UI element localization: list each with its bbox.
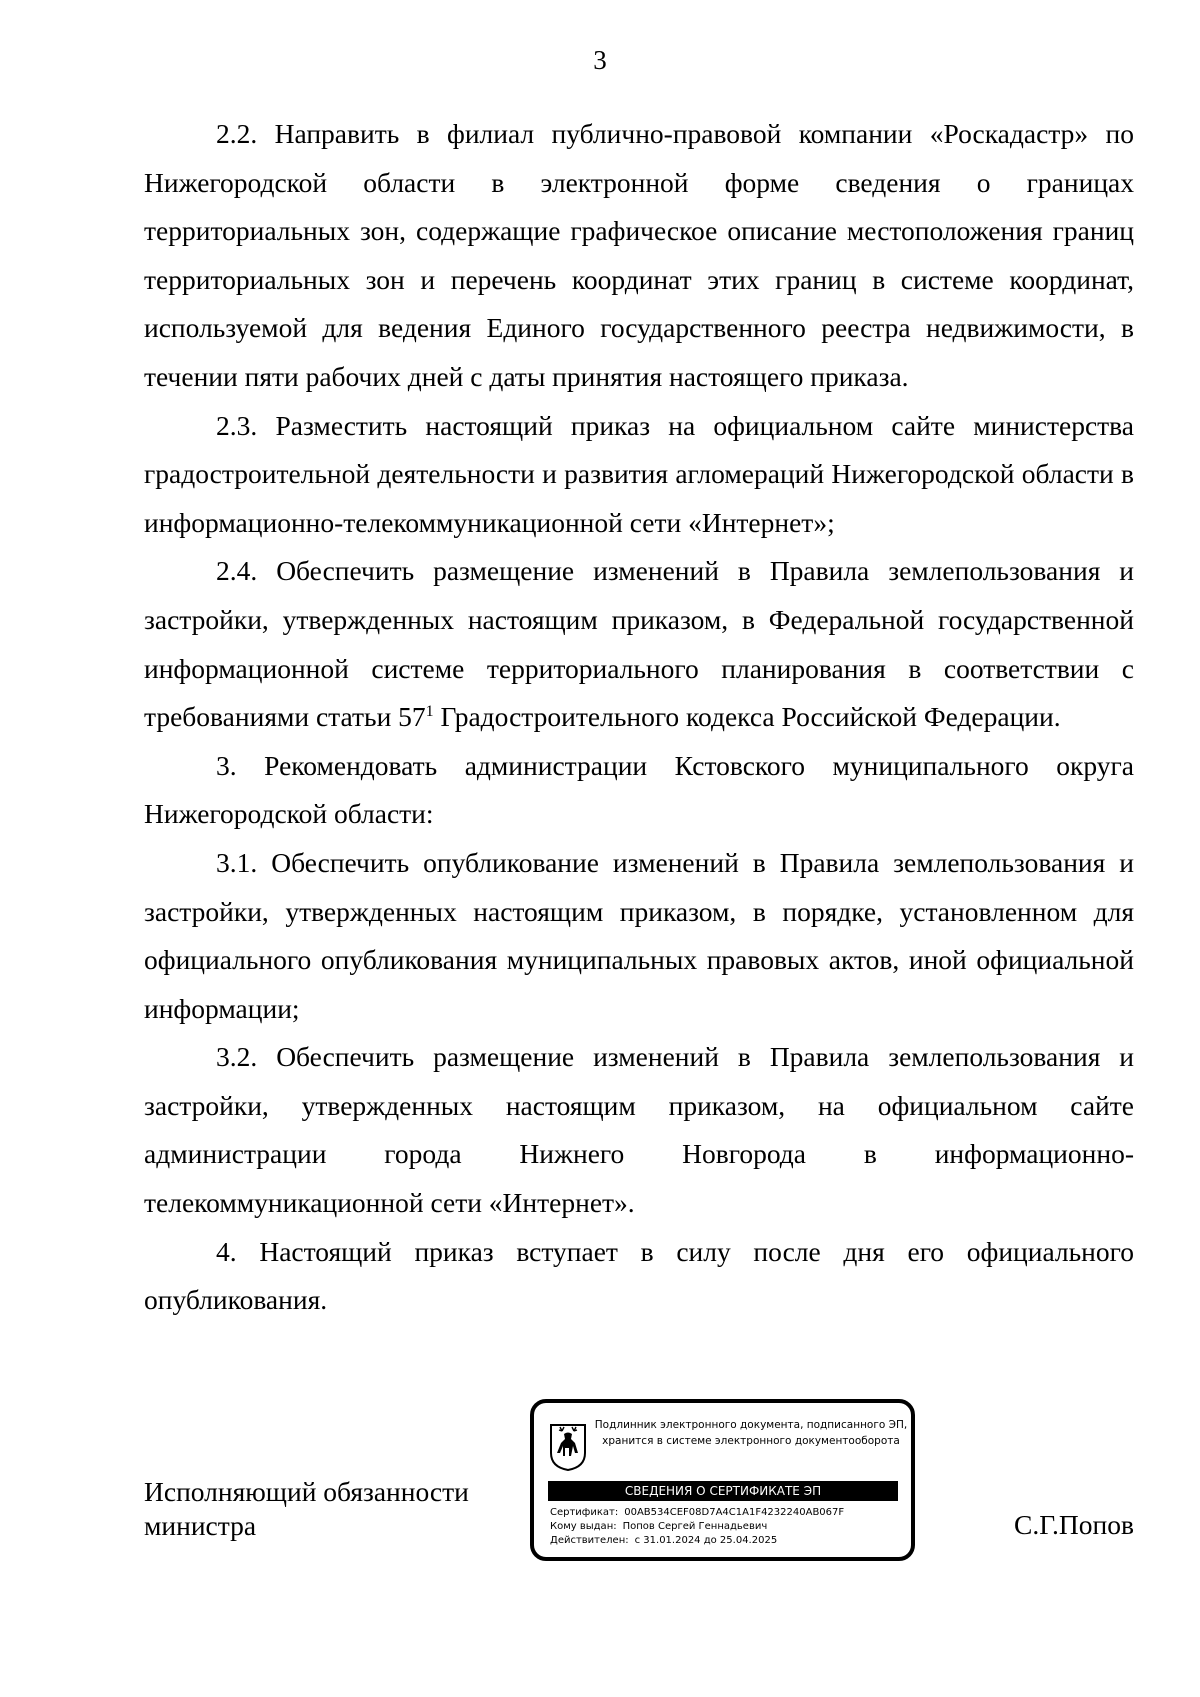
ep-valid-value: с 31.01.2024 до 25.04.2025 <box>634 1535 778 1546</box>
paragraph-4: 4. Настоящий приказ вступает в силу после дня его официального опубликования. <box>144 1235 1134 1316</box>
paragraph-3-2: 3.2. Обеспечить размещение изменений в Правила землепользования и застройки, утвержденных настоящим приказом, на официальном сайте администрации города Нижнего Новгорода в информационно-телекоммуникационной сети «Интернет». <box>144 1041 1134 1219</box>
signer-name: С.Г.Попов <box>1014 1509 1134 1540</box>
ep-certificate-header: СВЕДЕНИЯ О СЕРТИФИКАТЕ ЭП <box>548 1481 898 1501</box>
paragraph-2-4-text: 2.4. Обеспечить размещение изменений в Правила землепользования и застройки, утвержденных настоящим приказом, в Федеральной государственной информационной системе территориального планирования в соответствии с требованиями статьи 57 <box>144 555 1134 733</box>
electronic-signature-stamp <box>530 1399 915 1561</box>
ep-issued-to-value: Попов Сергей Геннадьевич <box>622 1521 768 1532</box>
ep-certificate-value: 00AB534CEF08D7A4C1A1F4232240AB067F <box>624 1507 845 1518</box>
paragraph-2-3: 2.3. Разместить настоящий приказ на официальном сайте министерства градостроительной деятельности и развития агломераций Нижегородской области в информационно-телекоммуникационной сети «Интернет»; <box>144 409 1134 538</box>
ep-certificate-label: Сертификат: <box>550 1507 619 1518</box>
paragraph-3-1: 3.1. Обеспечить опубликование изменений в Правила землепользования и застройки, утвержденных настоящим приказом, в порядке, установленном для официального опубликования муниципальных правовых актов, иной официальной информации; <box>144 846 1134 1024</box>
ep-issued-to-label: Кому выдан: <box>550 1521 617 1532</box>
ep-certificate-row <box>550 1506 844 1520</box>
paragraph-2-4-tail: Градостроительного кодекса Российской Федерации. <box>433 701 1061 733</box>
signatory-position-line2: министра <box>144 1510 257 1541</box>
paragraph-3: 3. Рекомендовать администрации Кстовского муниципального округа Нижегородской области: <box>144 749 1134 830</box>
signatory-position <box>144 1475 469 1543</box>
page-number: 3 <box>593 45 607 75</box>
ep-valid-row <box>550 1534 844 1548</box>
ep-issued-to-row <box>550 1520 844 1534</box>
document-body <box>144 110 1134 1325</box>
paragraph-2-4 <box>144 547 1134 741</box>
footnote-superscript: 1 <box>425 702 434 720</box>
paragraph-2-2: 2.2. Направить в филиал публично-правовой компании «Роскадастр» по Нижегородской области в электронной форме сведения о границах территориальных зон, содержащие графическое описание местоположения границ территориальных зон и перечень координат этих границ в системе координат, используемой для ведения Единого государственного реестра недвижимости, в течении пяти рабочих дней с даты принятия настоящего приказа. <box>144 118 1134 392</box>
ep-storage-note: Подлинник электронного документа, подписанного ЭП, хранится в системе электронного документооборота <box>594 1419 908 1447</box>
ep-certificate-details <box>550 1506 844 1548</box>
ep-valid-label: Действителен: <box>550 1535 629 1546</box>
signatory-position-line1: Исполняющий обязанности <box>144 1476 469 1507</box>
deer-emblem-icon <box>549 1423 587 1471</box>
